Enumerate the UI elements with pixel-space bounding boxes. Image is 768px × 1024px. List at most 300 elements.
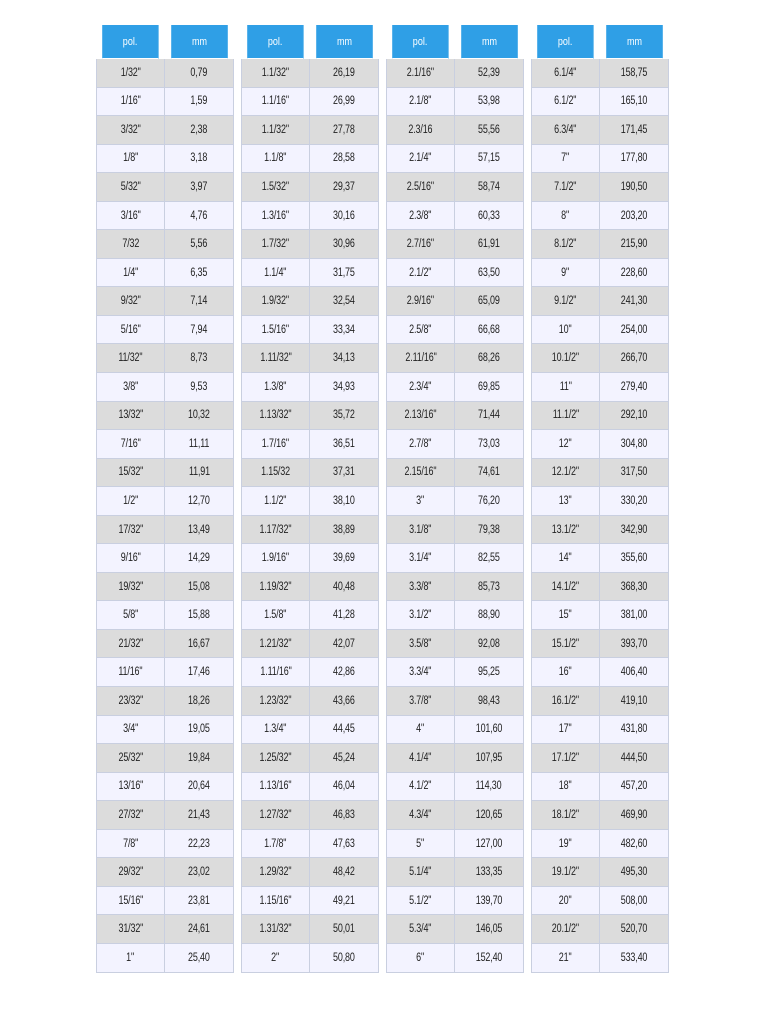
inch-cell-text: 15" xyxy=(559,609,572,622)
inch-cell-text: 16.1/2" xyxy=(551,694,580,707)
mm-cell-text: 28,58 xyxy=(333,152,355,165)
mm-cell-text: 43,66 xyxy=(333,694,355,707)
inch-cell xyxy=(96,116,165,145)
mm-cell xyxy=(165,173,234,202)
table-row xyxy=(386,59,524,88)
inch-cell xyxy=(96,801,165,830)
inch-cell xyxy=(241,687,310,716)
inch-cell-text: 17/32" xyxy=(118,523,143,536)
mm-cell-text: 10,32 xyxy=(188,409,210,422)
inch-cell xyxy=(241,202,310,231)
mm-cell-text: 133,35 xyxy=(475,866,503,879)
inch-cell xyxy=(386,658,455,687)
mm-cell xyxy=(165,830,234,859)
mm-cell xyxy=(455,430,524,459)
inch-cell-text: 5" xyxy=(416,837,425,850)
mm-cell-text: 24,61 xyxy=(188,923,210,936)
mm-cell-text: 215,90 xyxy=(620,238,648,251)
table-row xyxy=(386,88,524,117)
inch-cell xyxy=(96,373,165,402)
mm-cell-text: 17,46 xyxy=(188,666,210,679)
inch-cell-text: 1.15/16" xyxy=(259,894,292,907)
inch-cell-text: 2.9/16" xyxy=(406,295,435,308)
inch-cell-text: 1.9/32" xyxy=(261,295,290,308)
table-row xyxy=(96,316,234,345)
inch-cell xyxy=(531,773,600,802)
inch-cell xyxy=(96,344,165,373)
inch-cell xyxy=(96,915,165,944)
mm-cell-text: 127,00 xyxy=(475,837,503,850)
table-row xyxy=(241,116,379,145)
mm-cell xyxy=(600,744,669,773)
table-row xyxy=(96,744,234,773)
inch-cell xyxy=(386,287,455,316)
inch-cell xyxy=(531,915,600,944)
inch-cell xyxy=(241,544,310,573)
mm-cell-text: 16,67 xyxy=(188,637,210,650)
inch-cell xyxy=(531,116,600,145)
mm-cell-text: 88,90 xyxy=(478,609,500,622)
table-row xyxy=(386,716,524,745)
mm-cell xyxy=(455,716,524,745)
mm-cell-text: 15,88 xyxy=(188,609,210,622)
inch-cell-text: 7/16" xyxy=(120,437,141,450)
inch-cell xyxy=(531,173,600,202)
mm-cell-text: 9,53 xyxy=(190,380,208,393)
table-row xyxy=(386,544,524,573)
mm-cell xyxy=(165,259,234,288)
mm-cell xyxy=(455,116,524,145)
mm-cell xyxy=(455,459,524,488)
inch-cell-text: 7/32 xyxy=(122,238,139,251)
mm-cell xyxy=(165,858,234,887)
mm-cell xyxy=(310,801,379,830)
table-row xyxy=(96,687,234,716)
inch-cell xyxy=(531,459,600,488)
mm-cell-text: 139,70 xyxy=(475,894,503,907)
mm-cell xyxy=(165,59,234,88)
inch-cell-text: 11.1/2" xyxy=(552,409,579,422)
table-row xyxy=(241,145,379,174)
mm-cell-text: 66,68 xyxy=(478,323,500,336)
mm-cell xyxy=(310,230,379,259)
inch-cell-text: 9.1/2" xyxy=(554,295,577,308)
inch-cell xyxy=(241,744,310,773)
mm-cell xyxy=(600,373,669,402)
mm-cell xyxy=(600,459,669,488)
inch-cell-text: 1.17/32" xyxy=(259,523,292,536)
inch-cell-text: 5/32" xyxy=(120,180,141,193)
table-row xyxy=(241,88,379,117)
table-row xyxy=(96,487,234,516)
inch-column-header: pol. xyxy=(247,25,304,59)
inch-cell-text: 10.1/2" xyxy=(551,352,580,365)
inch-cell xyxy=(96,287,165,316)
inch-cell xyxy=(96,830,165,859)
mm-cell xyxy=(455,230,524,259)
inch-cell-text: 15.1/2" xyxy=(551,637,580,650)
table-row xyxy=(386,259,524,288)
table-row xyxy=(241,516,379,545)
table-row xyxy=(241,573,379,602)
inch-cell xyxy=(241,230,310,259)
mm-cell xyxy=(600,202,669,231)
table-row xyxy=(531,830,669,859)
mm-cell xyxy=(600,573,669,602)
mm-cell xyxy=(600,88,669,117)
inch-cell-text: 17.1/2" xyxy=(551,751,580,764)
inch-cell xyxy=(386,202,455,231)
mm-cell-text: 368,30 xyxy=(620,580,648,593)
inch-cell xyxy=(386,830,455,859)
mm-cell-text: 79,38 xyxy=(478,523,500,536)
inch-cell-text: 1.5/32" xyxy=(261,180,290,193)
mm-cell-text: 482,60 xyxy=(620,837,648,850)
mm-cell-text: 44,45 xyxy=(333,723,355,736)
mm-cell xyxy=(310,373,379,402)
mm-cell xyxy=(310,402,379,431)
mm-cell xyxy=(310,487,379,516)
table-row xyxy=(531,573,669,602)
mm-cell xyxy=(455,573,524,602)
table-row xyxy=(531,316,669,345)
mm-cell xyxy=(310,887,379,916)
inch-cell xyxy=(531,601,600,630)
inch-cell-text: 1/4" xyxy=(122,266,139,279)
mm-cell xyxy=(165,687,234,716)
mm-cell-text: 22,23 xyxy=(188,837,210,850)
mm-cell-text: 63,50 xyxy=(478,266,500,279)
mm-cell-text: 36,51 xyxy=(333,437,355,450)
table-row xyxy=(241,915,379,944)
mm-column-header: mm xyxy=(461,25,518,59)
mm-cell xyxy=(310,658,379,687)
mm-cell xyxy=(165,430,234,459)
table-row xyxy=(241,544,379,573)
table-row xyxy=(386,487,524,516)
mm-cell xyxy=(165,887,234,916)
mm-cell xyxy=(165,601,234,630)
inch-cell xyxy=(241,915,310,944)
table-row xyxy=(96,801,234,830)
inch-cell xyxy=(386,173,455,202)
inch-cell xyxy=(241,658,310,687)
inch-cell-text: 13.1/2" xyxy=(551,523,580,536)
mm-cell xyxy=(455,630,524,659)
mm-cell-text: 292,10 xyxy=(620,409,648,422)
table-row xyxy=(241,344,379,373)
mm-cell xyxy=(165,287,234,316)
inch-cell xyxy=(386,915,455,944)
inch-cell xyxy=(241,630,310,659)
mm-cell xyxy=(310,830,379,859)
table-row xyxy=(96,830,234,859)
table-row xyxy=(531,116,669,145)
mm-cell xyxy=(455,173,524,202)
mm-cell-text: 48,42 xyxy=(333,866,355,879)
mm-cell xyxy=(310,544,379,573)
inch-cell-text: 3.3/8" xyxy=(409,580,432,593)
mm-cell-text: 41,28 xyxy=(333,609,355,622)
mm-cell xyxy=(165,516,234,545)
mm-cell xyxy=(600,887,669,916)
mm-cell-text: 165,10 xyxy=(620,95,648,108)
inch-cell-text: 17" xyxy=(559,723,572,736)
inch-cell-text: 2.3/16 xyxy=(408,123,433,136)
table-row xyxy=(96,230,234,259)
mm-cell xyxy=(600,173,669,202)
mm-cell-text: 203,20 xyxy=(620,209,648,222)
inch-cell-text: 2.11/16" xyxy=(404,352,437,365)
table-row xyxy=(241,59,379,88)
mm-cell-text: 92,08 xyxy=(478,637,500,650)
table-row xyxy=(386,373,524,402)
inch-cell-text: 2.7/16" xyxy=(406,238,435,251)
conversion-table-2 xyxy=(241,25,379,973)
inch-cell xyxy=(241,316,310,345)
inch-cell xyxy=(386,430,455,459)
mm-cell-text: 42,07 xyxy=(333,637,355,650)
table-row xyxy=(241,887,379,916)
conversion-table-3 xyxy=(386,25,524,973)
mm-cell xyxy=(600,830,669,859)
mm-cell-text: 95,25 xyxy=(478,666,500,679)
inch-cell xyxy=(96,459,165,488)
table-row xyxy=(386,887,524,916)
inch-cell-text: 1.1/32" xyxy=(261,66,290,79)
inch-cell xyxy=(241,287,310,316)
mm-cell-text: 60,33 xyxy=(478,209,500,222)
inch-cell xyxy=(531,373,600,402)
mm-cell-text: 19,05 xyxy=(188,723,210,736)
mm-cell xyxy=(455,259,524,288)
table-row xyxy=(386,344,524,373)
inch-cell-text: 1.1/8" xyxy=(264,152,287,165)
inch-cell-text: 31/32" xyxy=(118,923,143,936)
mm-cell-text: 18,26 xyxy=(188,694,210,707)
table-row xyxy=(386,830,524,859)
table-row xyxy=(241,259,379,288)
table-row xyxy=(96,173,234,202)
mm-cell xyxy=(310,145,379,174)
inch-cell xyxy=(241,402,310,431)
mm-cell xyxy=(165,487,234,516)
table-row xyxy=(531,373,669,402)
inch-cell xyxy=(241,830,310,859)
table-row xyxy=(386,630,524,659)
inch-cell-text: 1.25/32" xyxy=(259,751,292,764)
inch-cell xyxy=(241,716,310,745)
mm-cell xyxy=(310,858,379,887)
table-row xyxy=(531,915,669,944)
mm-cell-text: 406,40 xyxy=(620,666,648,679)
mm-cell xyxy=(455,658,524,687)
mm-cell-text: 355,60 xyxy=(620,552,648,565)
table-row xyxy=(531,658,669,687)
inch-cell-text: 18.1/2" xyxy=(551,808,580,821)
table-row xyxy=(96,601,234,630)
mm-cell xyxy=(455,202,524,231)
inch-cell-text: 1.19/32" xyxy=(259,580,292,593)
inch-cell xyxy=(96,173,165,202)
inch-cell-text: 1.11/16" xyxy=(259,666,292,679)
table-row xyxy=(96,858,234,887)
table-row xyxy=(96,459,234,488)
mm-cell xyxy=(165,744,234,773)
inch-cell-text: 3/32" xyxy=(120,123,141,136)
inch-cell-text: 3.3/4" xyxy=(409,666,432,679)
mm-cell-text: 254,00 xyxy=(620,323,648,336)
inch-cell xyxy=(386,887,455,916)
inch-cell xyxy=(531,202,600,231)
mm-cell-text: 45,24 xyxy=(333,751,355,764)
inch-cell xyxy=(241,573,310,602)
inch-column-header: pol. xyxy=(392,25,449,59)
table-row xyxy=(96,202,234,231)
inch-cell-text: 1.3/4" xyxy=(264,723,287,736)
inch-cell xyxy=(386,459,455,488)
table-row xyxy=(96,544,234,573)
table-row xyxy=(531,259,669,288)
inch-cell-text: 2.3/8" xyxy=(409,209,432,222)
inch-cell-text: 13/16" xyxy=(118,780,143,793)
inch-cell xyxy=(96,573,165,602)
mm-cell-text: 71,44 xyxy=(478,409,500,422)
inch-cell xyxy=(531,944,600,973)
mm-cell-text: 8,73 xyxy=(190,352,208,365)
mm-cell xyxy=(310,516,379,545)
table-row xyxy=(386,915,524,944)
mm-cell-text: 177,80 xyxy=(620,152,648,165)
inch-cell-text: 1/8" xyxy=(122,152,139,165)
mm-cell xyxy=(165,230,234,259)
table-row xyxy=(241,601,379,630)
mm-cell-text: 68,26 xyxy=(478,352,500,365)
mm-cell xyxy=(455,944,524,973)
mm-cell xyxy=(165,544,234,573)
inch-cell xyxy=(386,573,455,602)
table-row xyxy=(531,402,669,431)
table-row xyxy=(531,459,669,488)
mm-cell xyxy=(310,287,379,316)
table-row xyxy=(386,316,524,345)
mm-cell xyxy=(310,630,379,659)
table-row xyxy=(241,744,379,773)
inch-cell xyxy=(96,259,165,288)
mm-cell-text: 37,31 xyxy=(333,466,355,479)
inch-cell-text: 1.9/16" xyxy=(261,552,290,565)
inch-cell-text: 13/32" xyxy=(118,409,143,422)
inch-cell xyxy=(386,259,455,288)
table-row xyxy=(241,373,379,402)
mm-cell xyxy=(310,716,379,745)
mm-cell-text: 5,56 xyxy=(190,238,208,251)
inch-cell-text: 2.1/4" xyxy=(409,152,432,165)
table-row xyxy=(241,773,379,802)
inch-cell xyxy=(531,801,600,830)
table-row xyxy=(96,944,234,973)
inch-cell xyxy=(386,544,455,573)
inch-cell-text: 1/16" xyxy=(120,95,141,108)
inch-cell-text: 1.1/16" xyxy=(261,95,290,108)
table-row xyxy=(386,516,524,545)
inch-cell xyxy=(96,687,165,716)
inch-cell-text: 3.7/8" xyxy=(409,694,432,707)
mm-cell-text: 457,20 xyxy=(620,780,648,793)
mm-cell-text: 107,95 xyxy=(475,751,503,764)
inch-cell-text: 8" xyxy=(561,209,570,222)
mm-cell-text: 82,55 xyxy=(478,552,500,565)
table-row xyxy=(96,88,234,117)
inch-cell xyxy=(386,59,455,88)
inch-cell-text: 20" xyxy=(559,894,572,907)
mm-cell-text: 73,03 xyxy=(478,437,500,450)
mm-cell xyxy=(310,173,379,202)
inch-cell xyxy=(386,630,455,659)
inch-cell xyxy=(96,887,165,916)
mm-cell-text: 11,11 xyxy=(188,437,210,450)
inch-cell-text: 10" xyxy=(559,323,572,336)
table-row xyxy=(531,887,669,916)
inch-cell xyxy=(531,59,600,88)
mm-cell-text: 469,90 xyxy=(620,808,648,821)
mm-cell-text: 31,75 xyxy=(333,266,355,279)
inch-cell-text: 1.7/8" xyxy=(264,837,287,850)
mm-cell-text: 15,08 xyxy=(188,580,210,593)
inch-cell xyxy=(96,430,165,459)
table-row xyxy=(386,116,524,145)
inch-cell xyxy=(96,601,165,630)
table-row xyxy=(241,658,379,687)
mm-cell xyxy=(600,230,669,259)
mm-cell xyxy=(455,316,524,345)
table-row xyxy=(386,287,524,316)
mm-cell xyxy=(455,887,524,916)
mm-cell xyxy=(600,544,669,573)
table-row xyxy=(241,716,379,745)
table-row xyxy=(96,630,234,659)
mm-cell-text: 38,10 xyxy=(333,494,355,507)
inch-cell-text: 7/8" xyxy=(122,837,139,850)
mm-cell xyxy=(455,544,524,573)
mm-cell xyxy=(165,459,234,488)
inch-cell-text: 4.1/2" xyxy=(409,780,432,793)
inch-cell-text: 3/8" xyxy=(122,380,139,393)
mm-cell-text: 74,61 xyxy=(478,466,500,479)
table-row xyxy=(96,402,234,431)
table-row xyxy=(96,59,234,88)
inch-cell xyxy=(241,773,310,802)
mm-cell xyxy=(310,687,379,716)
mm-cell-text: 29,37 xyxy=(333,180,355,193)
table-row xyxy=(241,230,379,259)
inch-cell xyxy=(241,858,310,887)
mm-cell-text: 50,80 xyxy=(333,951,355,964)
table-row xyxy=(96,516,234,545)
table-row xyxy=(531,944,669,973)
inch-cell-text: 4" xyxy=(416,723,425,736)
table-row xyxy=(531,716,669,745)
mm-cell-text: 98,43 xyxy=(478,694,500,707)
mm-cell xyxy=(310,259,379,288)
inch-cell xyxy=(241,59,310,88)
table-row xyxy=(386,430,524,459)
inch-cell-text: 1.21/32" xyxy=(259,637,292,650)
mm-cell xyxy=(310,116,379,145)
mm-cell xyxy=(310,601,379,630)
inch-cell-text: 6.1/2" xyxy=(554,95,577,108)
inch-cell xyxy=(531,259,600,288)
